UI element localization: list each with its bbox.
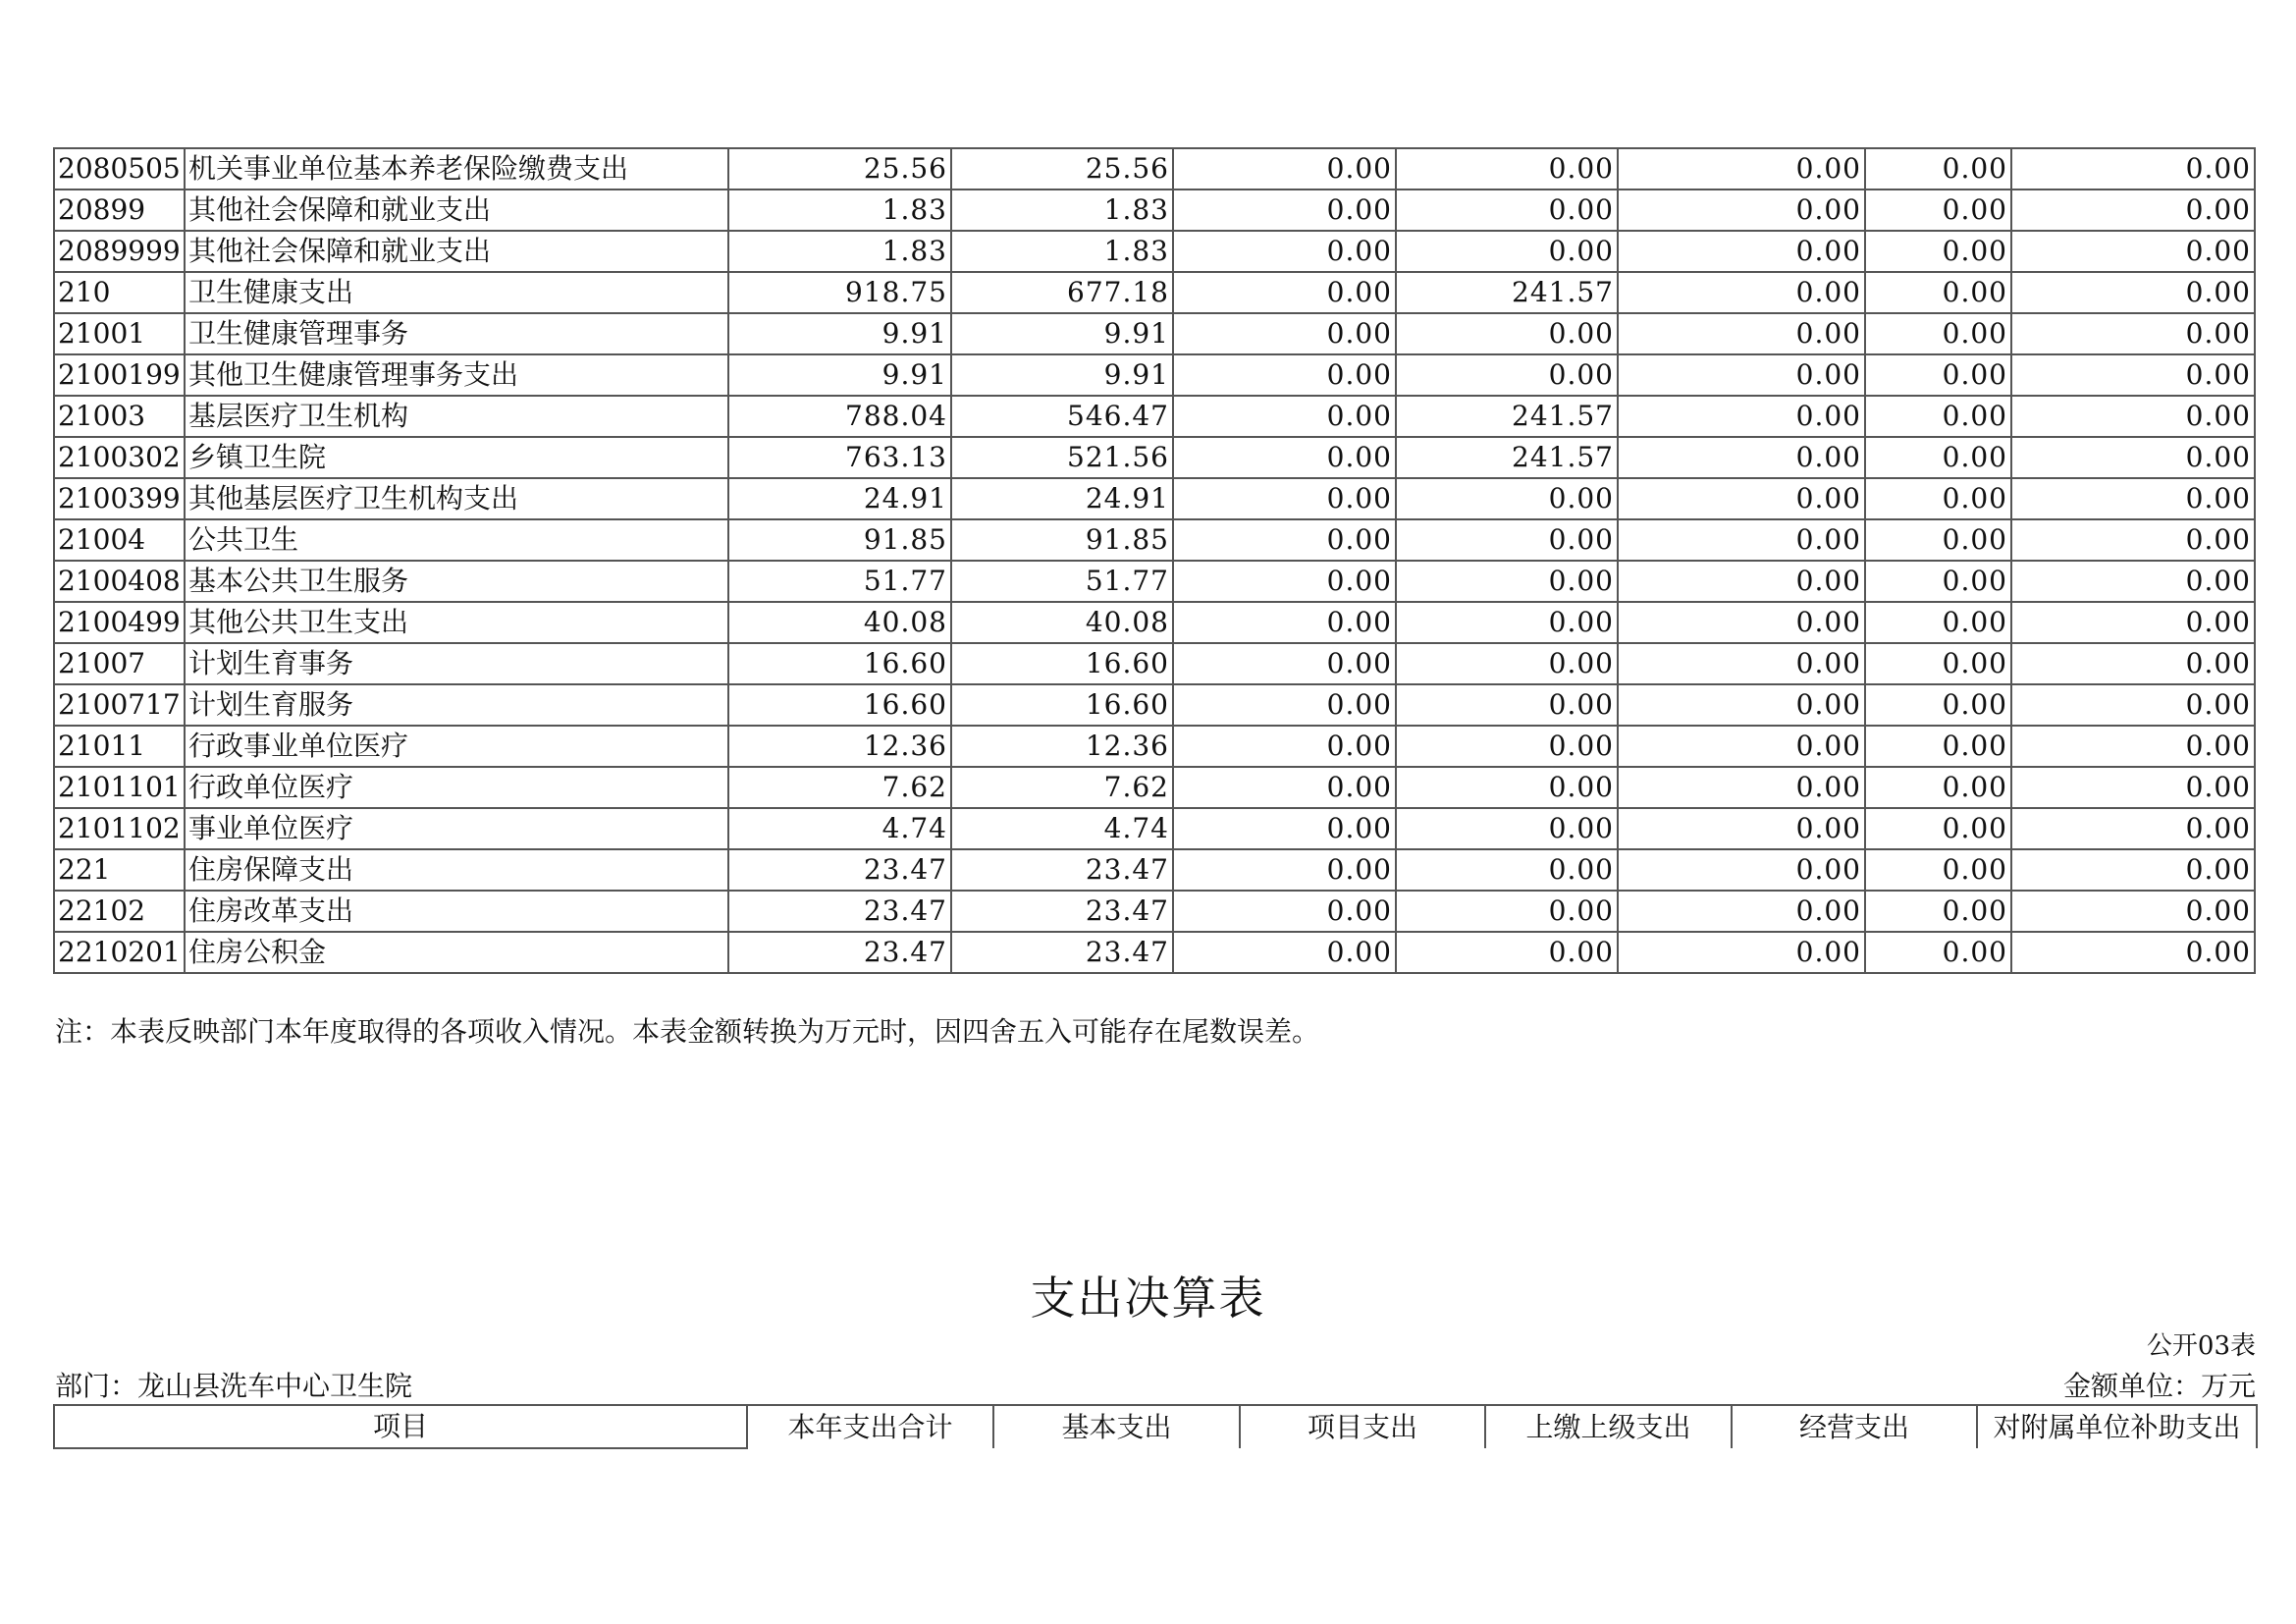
subject-code-cell: 210	[54, 272, 185, 313]
total-income-cell: 91.85	[728, 519, 951, 561]
operating-income-cell: 0.00	[1618, 437, 1865, 478]
operating-income-cell: 0.00	[1618, 189, 1865, 231]
table-row	[54, 561, 2255, 602]
superior-subsidy-cell: 0.00	[1173, 808, 1396, 849]
operating-income-cell: 0.00	[1618, 478, 1865, 519]
other-income-cell: 0.00	[2011, 354, 2255, 396]
subject-code-cell: 2080505	[54, 148, 185, 189]
other-income-cell: 0.00	[2011, 643, 2255, 684]
header-project-expense: 项目支出	[1240, 1405, 1485, 1448]
operating-income-cell: 0.00	[1618, 231, 1865, 272]
superior-subsidy-cell: 0.00	[1173, 684, 1396, 726]
header-subsidiary-subsidy-expense: 对附属单位补助支出	[1977, 1405, 2257, 1448]
total-income-cell: 9.91	[728, 313, 951, 354]
subsidiary-remittance-cell: 0.00	[1865, 519, 2011, 561]
total-income-cell: 24.91	[728, 478, 951, 519]
other-income-cell: 0.00	[2011, 849, 2255, 891]
total-income-cell: 16.60	[728, 684, 951, 726]
subsidiary-remittance-cell: 0.00	[1865, 272, 2011, 313]
subsidiary-remittance-cell: 0.00	[1865, 561, 2011, 602]
operating-income-cell: 0.00	[1618, 561, 1865, 602]
amount-unit-label: 金额单位：万元	[2062, 1370, 2256, 1402]
subject-name-cell: 住房改革支出	[185, 891, 728, 932]
subject-code-cell: 22102	[54, 891, 185, 932]
other-income-cell: 0.00	[2011, 313, 2255, 354]
superior-subsidy-cell: 0.00	[1173, 189, 1396, 231]
fiscal-appropriation-cell: 4.74	[951, 808, 1173, 849]
business-income-cell: 241.57	[1396, 437, 1618, 478]
business-income-cell: 0.00	[1396, 808, 1618, 849]
business-income-cell: 0.00	[1396, 148, 1618, 189]
income-table-body	[54, 148, 2255, 973]
subject-name-cell: 卫生健康管理事务	[185, 313, 728, 354]
fiscal-appropriation-cell: 91.85	[951, 519, 1173, 561]
other-income-cell: 0.00	[2011, 437, 2255, 478]
fiscal-appropriation-cell: 25.56	[951, 148, 1173, 189]
total-income-cell: 23.47	[728, 891, 951, 932]
total-income-cell: 40.08	[728, 602, 951, 643]
superior-subsidy-cell: 0.00	[1173, 932, 1396, 973]
superior-subsidy-cell: 0.00	[1173, 313, 1396, 354]
superior-subsidy-cell: 0.00	[1173, 519, 1396, 561]
business-income-cell: 0.00	[1396, 561, 1618, 602]
superior-subsidy-cell: 0.00	[1173, 849, 1396, 891]
superior-subsidy-cell: 0.00	[1173, 396, 1396, 437]
subsidiary-remittance-cell: 0.00	[1865, 726, 2011, 767]
business-income-cell: 0.00	[1396, 602, 1618, 643]
fiscal-appropriation-cell: 23.47	[951, 891, 1173, 932]
subsidiary-remittance-cell: 0.00	[1865, 313, 2011, 354]
fiscal-appropriation-cell: 23.47	[951, 849, 1173, 891]
business-income-cell: 0.00	[1396, 891, 1618, 932]
business-income-cell: 0.00	[1396, 684, 1618, 726]
subject-name-cell: 行政事业单位医疗	[185, 726, 728, 767]
other-income-cell: 0.00	[2011, 684, 2255, 726]
subject-code-cell: 2210201	[54, 932, 185, 973]
table-row	[54, 519, 2255, 561]
other-income-cell: 0.00	[2011, 602, 2255, 643]
subject-name-cell: 其他社会保障和就业支出	[185, 189, 728, 231]
subject-name-cell: 其他公共卫生支出	[185, 602, 728, 643]
other-income-cell: 0.00	[2011, 519, 2255, 561]
table-row	[54, 767, 2255, 808]
superior-subsidy-cell: 0.00	[1173, 767, 1396, 808]
operating-income-cell: 0.00	[1618, 891, 1865, 932]
subject-name-cell: 计划生育服务	[185, 684, 728, 726]
total-income-cell: 1.83	[728, 189, 951, 231]
operating-income-cell: 0.00	[1618, 684, 1865, 726]
table-row	[54, 148, 2255, 189]
subject-code-cell: 21011	[54, 726, 185, 767]
table-row	[54, 189, 2255, 231]
other-income-cell: 0.00	[2011, 272, 2255, 313]
fiscal-appropriation-cell: 23.47	[951, 932, 1173, 973]
subject-code-cell: 21001	[54, 313, 185, 354]
total-income-cell: 23.47	[728, 932, 951, 973]
total-income-cell: 16.60	[728, 643, 951, 684]
fiscal-appropriation-cell: 16.60	[951, 643, 1173, 684]
table-row	[54, 272, 2255, 313]
subject-name-cell: 住房保障支出	[185, 849, 728, 891]
expense-table-header	[53, 1404, 2258, 1449]
operating-income-cell: 0.00	[1618, 808, 1865, 849]
other-income-cell: 0.00	[2011, 561, 2255, 602]
operating-income-cell: 0.00	[1618, 726, 1865, 767]
header-remit-superior-expense: 上缴上级支出	[1485, 1405, 1732, 1448]
table-row	[54, 478, 2255, 519]
subsidiary-remittance-cell: 0.00	[1865, 767, 2011, 808]
business-income-cell: 241.57	[1396, 272, 1618, 313]
subject-code-cell: 2100199	[54, 354, 185, 396]
fiscal-appropriation-cell: 677.18	[951, 272, 1173, 313]
superior-subsidy-cell: 0.00	[1173, 437, 1396, 478]
total-income-cell: 25.56	[728, 148, 951, 189]
business-income-cell: 0.00	[1396, 478, 1618, 519]
other-income-cell: 0.00	[2011, 231, 2255, 272]
operating-income-cell: 0.00	[1618, 313, 1865, 354]
subject-name-cell: 行政单位医疗	[185, 767, 728, 808]
subject-code-cell: 2101102	[54, 808, 185, 849]
other-income-cell: 0.00	[2011, 396, 2255, 437]
business-income-cell: 0.00	[1396, 519, 1618, 561]
table-row	[54, 726, 2255, 767]
subject-name-cell: 住房公积金	[185, 932, 728, 973]
business-income-cell: 0.00	[1396, 726, 1618, 767]
superior-subsidy-cell: 0.00	[1173, 602, 1396, 643]
subject-name-cell: 其他基层医疗卫生机构支出	[185, 478, 728, 519]
header-operating-expense: 经营支出	[1732, 1405, 1977, 1448]
superior-subsidy-cell: 0.00	[1173, 272, 1396, 313]
subject-code-cell: 21007	[54, 643, 185, 684]
table-row	[54, 602, 2255, 643]
expense-header-row	[54, 1405, 2257, 1448]
fiscal-appropriation-cell: 16.60	[951, 684, 1173, 726]
table-row	[54, 932, 2255, 973]
subject-code-cell: 2100399	[54, 478, 185, 519]
total-income-cell: 788.04	[728, 396, 951, 437]
fiscal-appropriation-cell: 51.77	[951, 561, 1173, 602]
form-number: 公开03表	[2146, 1331, 2256, 1361]
table-row	[54, 313, 2255, 354]
subject-code-cell: 20899	[54, 189, 185, 231]
business-income-cell: 0.00	[1396, 932, 1618, 973]
operating-income-cell: 0.00	[1618, 849, 1865, 891]
operating-income-cell: 0.00	[1618, 932, 1865, 973]
fiscal-appropriation-cell: 1.83	[951, 189, 1173, 231]
subject-code-cell: 2100408	[54, 561, 185, 602]
subject-name-cell: 乡镇卫生院	[185, 437, 728, 478]
business-income-cell: 0.00	[1396, 354, 1618, 396]
subsidiary-remittance-cell: 0.00	[1865, 891, 2011, 932]
subject-name-cell: 机关事业单位基本养老保险缴费支出	[185, 148, 728, 189]
fiscal-appropriation-cell: 40.08	[951, 602, 1173, 643]
fiscal-appropriation-cell: 546.47	[951, 396, 1173, 437]
subject-code-cell: 2100302	[54, 437, 185, 478]
business-income-cell: 241.57	[1396, 396, 1618, 437]
business-income-cell: 0.00	[1396, 189, 1618, 231]
subsidiary-remittance-cell: 0.00	[1865, 602, 2011, 643]
superior-subsidy-cell: 0.00	[1173, 891, 1396, 932]
income-table	[53, 147, 2256, 974]
total-income-cell: 1.83	[728, 231, 951, 272]
subject-name-cell: 事业单位医疗	[185, 808, 728, 849]
business-income-cell: 0.00	[1396, 231, 1618, 272]
operating-income-cell: 0.00	[1618, 643, 1865, 684]
subsidiary-remittance-cell: 0.00	[1865, 354, 2011, 396]
table-note: 注：本表反映部门本年度取得的各项收入情况。本表金额转换为万元时，因四舍五入可能存在尾数误差。	[55, 1015, 1320, 1048]
subsidiary-remittance-cell: 0.00	[1865, 478, 2011, 519]
table-row	[54, 231, 2255, 272]
table-row	[54, 684, 2255, 726]
department-label: 部门：龙山县洗车中心卫生院	[55, 1370, 413, 1402]
subsidiary-remittance-cell: 0.00	[1865, 808, 2011, 849]
other-income-cell: 0.00	[2011, 726, 2255, 767]
table-row	[54, 891, 2255, 932]
operating-income-cell: 0.00	[1618, 396, 1865, 437]
other-income-cell: 0.00	[2011, 148, 2255, 189]
subsidiary-remittance-cell: 0.00	[1865, 148, 2011, 189]
superior-subsidy-cell: 0.00	[1173, 148, 1396, 189]
fiscal-appropriation-cell: 9.91	[951, 354, 1173, 396]
total-income-cell: 9.91	[728, 354, 951, 396]
superior-subsidy-cell: 0.00	[1173, 354, 1396, 396]
subject-code-cell: 2101101	[54, 767, 185, 808]
total-income-cell: 23.47	[728, 849, 951, 891]
operating-income-cell: 0.00	[1618, 354, 1865, 396]
other-income-cell: 0.00	[2011, 891, 2255, 932]
business-income-cell: 0.00	[1396, 313, 1618, 354]
subject-name-cell: 公共卫生	[185, 519, 728, 561]
subject-name-cell: 基层医疗卫生机构	[185, 396, 728, 437]
subject-name-cell: 其他社会保障和就业支出	[185, 231, 728, 272]
subsidiary-remittance-cell: 0.00	[1865, 231, 2011, 272]
table-row	[54, 437, 2255, 478]
operating-income-cell: 0.00	[1618, 767, 1865, 808]
subject-code-cell: 21003	[54, 396, 185, 437]
subject-name-cell: 基本公共卫生服务	[185, 561, 728, 602]
fiscal-appropriation-cell: 12.36	[951, 726, 1173, 767]
subsidiary-remittance-cell: 0.00	[1865, 396, 2011, 437]
operating-income-cell: 0.00	[1618, 148, 1865, 189]
subject-name-cell: 其他卫生健康管理事务支出	[185, 354, 728, 396]
total-income-cell: 12.36	[728, 726, 951, 767]
table-row	[54, 808, 2255, 849]
header-total-expense: 本年支出合计	[747, 1405, 993, 1448]
subsidiary-remittance-cell: 0.00	[1865, 643, 2011, 684]
business-income-cell: 0.00	[1396, 767, 1618, 808]
other-income-cell: 0.00	[2011, 808, 2255, 849]
fiscal-appropriation-cell: 1.83	[951, 231, 1173, 272]
total-income-cell: 918.75	[728, 272, 951, 313]
superior-subsidy-cell: 0.00	[1173, 643, 1396, 684]
other-income-cell: 0.00	[2011, 189, 2255, 231]
subsidiary-remittance-cell: 0.00	[1865, 189, 2011, 231]
header-item: 项目	[54, 1405, 747, 1448]
subject-name-cell: 计划生育事务	[185, 643, 728, 684]
business-income-cell: 0.00	[1396, 849, 1618, 891]
total-income-cell: 763.13	[728, 437, 951, 478]
subject-code-cell: 2100717	[54, 684, 185, 726]
subject-code-cell: 2089999	[54, 231, 185, 272]
other-income-cell: 0.00	[2011, 767, 2255, 808]
section-title: 支出决算表	[1030, 1272, 1266, 1325]
subject-code-cell: 221	[54, 849, 185, 891]
superior-subsidy-cell: 0.00	[1173, 478, 1396, 519]
subsidiary-remittance-cell: 0.00	[1865, 684, 2011, 726]
superior-subsidy-cell: 0.00	[1173, 231, 1396, 272]
operating-income-cell: 0.00	[1618, 272, 1865, 313]
subsidiary-remittance-cell: 0.00	[1865, 849, 2011, 891]
table-row	[54, 396, 2255, 437]
table-row	[54, 643, 2255, 684]
header-basic-expense: 基本支出	[993, 1405, 1240, 1448]
fiscal-appropriation-cell: 24.91	[951, 478, 1173, 519]
superior-subsidy-cell: 0.00	[1173, 561, 1396, 602]
total-income-cell: 51.77	[728, 561, 951, 602]
subject-name-cell: 卫生健康支出	[185, 272, 728, 313]
fiscal-appropriation-cell: 521.56	[951, 437, 1173, 478]
operating-income-cell: 0.00	[1618, 519, 1865, 561]
table-row	[54, 849, 2255, 891]
other-income-cell: 0.00	[2011, 932, 2255, 973]
operating-income-cell: 0.00	[1618, 602, 1865, 643]
subsidiary-remittance-cell: 0.00	[1865, 932, 2011, 973]
business-income-cell: 0.00	[1396, 643, 1618, 684]
superior-subsidy-cell: 0.00	[1173, 726, 1396, 767]
table-row	[54, 354, 2255, 396]
fiscal-appropriation-cell: 9.91	[951, 313, 1173, 354]
total-income-cell: 4.74	[728, 808, 951, 849]
fiscal-appropriation-cell: 7.62	[951, 767, 1173, 808]
subject-code-cell: 2100499	[54, 602, 185, 643]
subsidiary-remittance-cell: 0.00	[1865, 437, 2011, 478]
other-income-cell: 0.00	[2011, 478, 2255, 519]
subject-code-cell: 21004	[54, 519, 185, 561]
total-income-cell: 7.62	[728, 767, 951, 808]
